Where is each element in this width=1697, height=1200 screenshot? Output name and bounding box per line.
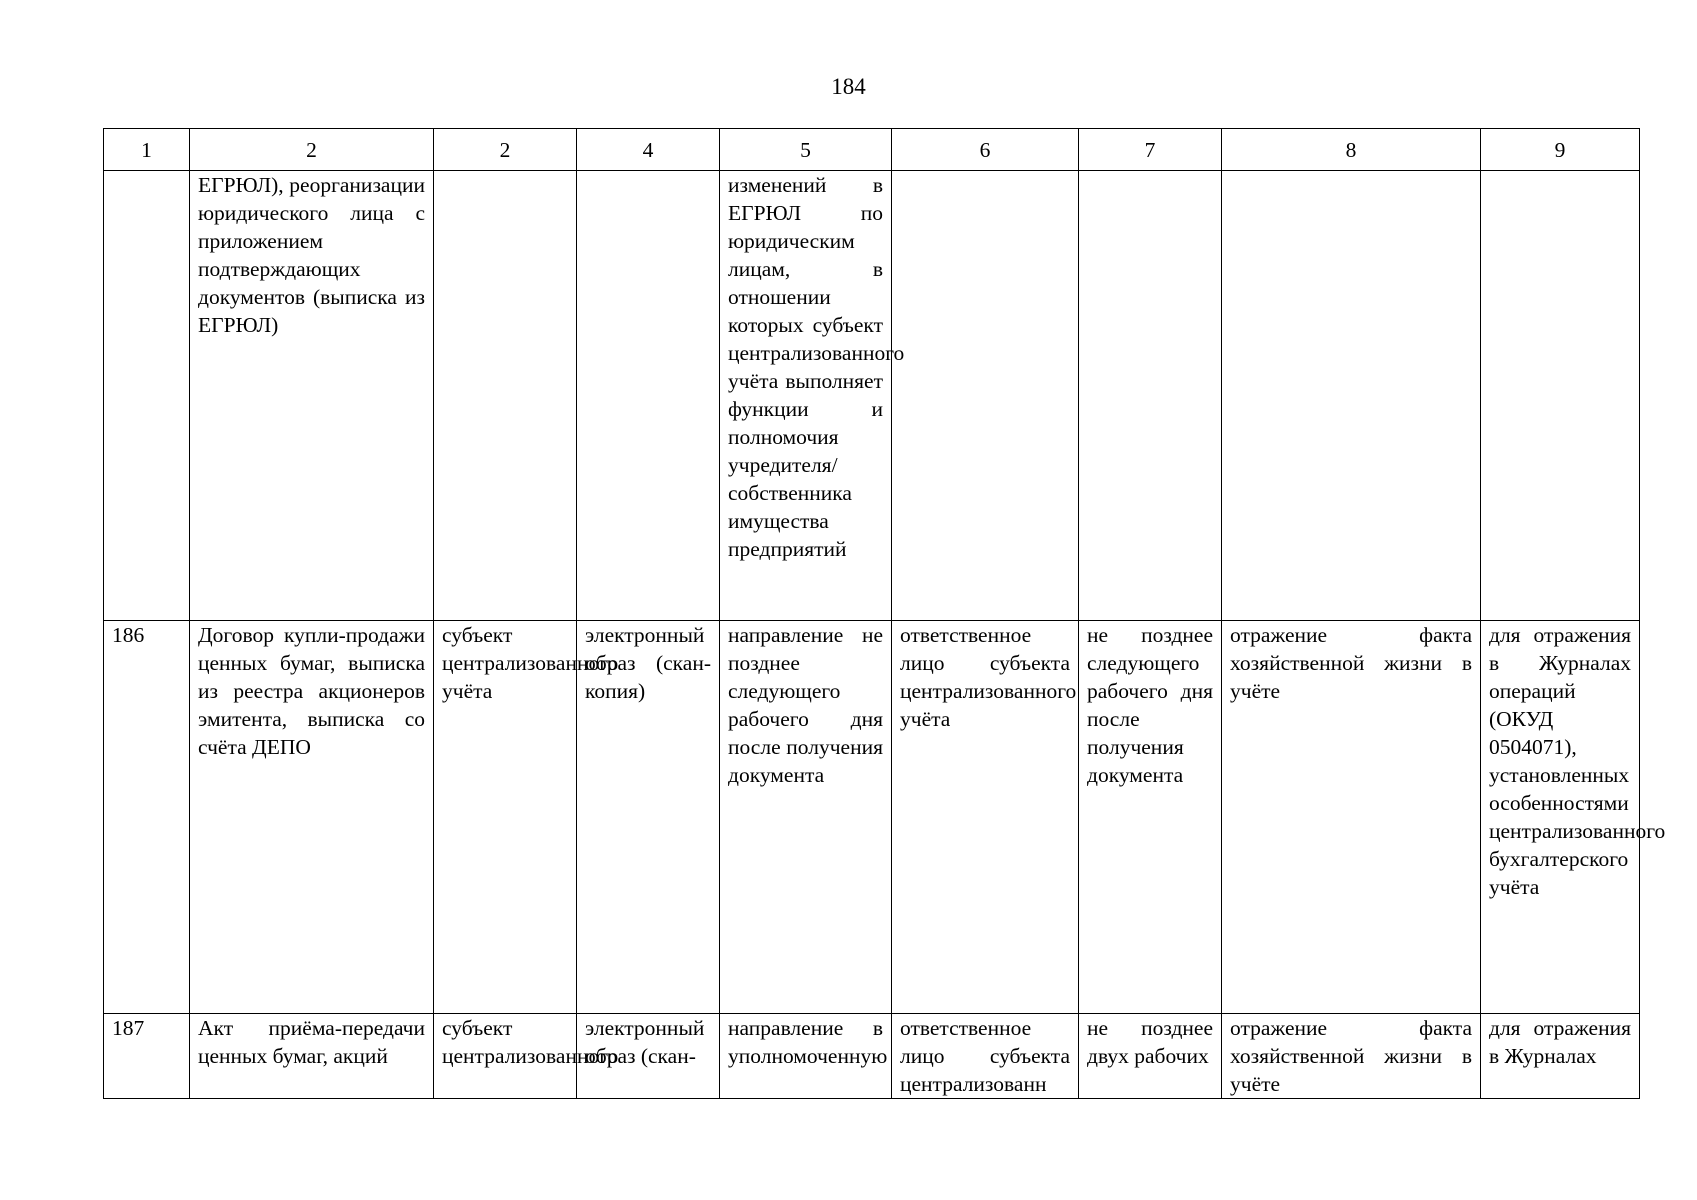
document-name-cell: ЕГРЮЛ), реорганизации юридического лица с приложением подтверждающих документов (выписка из ЕГРЮЛ) bbox=[190, 171, 434, 621]
column-header: 1 bbox=[104, 129, 190, 171]
document-name-cell: Договор купли-продажи ценных бумаг, выписка из реестра акционеров эмитента, выписка со счёта ДЕПО bbox=[190, 621, 434, 1014]
column-header: 5 bbox=[720, 129, 892, 171]
action-cell: отражение факта хозяйственной жизни в учёте bbox=[1222, 621, 1481, 1014]
table-row bbox=[104, 1014, 1640, 1099]
format-cell: электронный образ (скан-копия) bbox=[577, 621, 720, 1014]
responsible-cell: ответственное лицо субъекта централизованн bbox=[892, 1014, 1079, 1099]
purpose-cell bbox=[1481, 171, 1640, 621]
row-number bbox=[104, 171, 190, 621]
deadline-cell: не позднее следующего рабочего дня после получения документа bbox=[1079, 621, 1222, 1014]
purpose-cell: для отражения в Журналах bbox=[1481, 1014, 1640, 1099]
column-header: 7 bbox=[1079, 129, 1222, 171]
submission-cell: направление не позднее следующего рабочего дня после получения документа bbox=[720, 621, 892, 1014]
document-table bbox=[103, 128, 1666, 1099]
column-header: 9 bbox=[1481, 129, 1640, 171]
format-cell: электронный образ (скан- bbox=[577, 1014, 720, 1099]
responsible-cell bbox=[892, 171, 1079, 621]
submission-cell: изменений в ЕГРЮЛ по юридическим лицам, в отношении которых субъект централизованного учёта выполняет функции и полномочия учредителя/собственника имущества предприятий bbox=[720, 171, 892, 621]
source-cell: субъект централизованного bbox=[434, 1014, 577, 1099]
format-cell bbox=[577, 171, 720, 621]
column-header: 4 bbox=[577, 129, 720, 171]
deadline-cell: не позднее двух рабочих bbox=[1079, 1014, 1222, 1099]
column-header: 6 bbox=[892, 129, 1079, 171]
column-header: 8 bbox=[1222, 129, 1481, 171]
column-header: 2 bbox=[190, 129, 434, 171]
row-number: 187 bbox=[104, 1014, 190, 1099]
table-row bbox=[104, 621, 1640, 1014]
submission-cell: направление в уполномоченную bbox=[720, 1014, 892, 1099]
column-header: 2 bbox=[434, 129, 577, 171]
document-name-cell: Акт приёма-передачи ценных бумаг, акций bbox=[190, 1014, 434, 1099]
page-number: 184 bbox=[831, 74, 866, 99]
source-cell: субъект централизованного учёта bbox=[434, 621, 577, 1014]
responsible-cell: ответственное лицо субъекта централизованного учёта bbox=[892, 621, 1079, 1014]
deadline-cell bbox=[1079, 171, 1222, 621]
purpose-cell: для отражения в Журналах операций (ОКУД 0504071), установленных особенностями централизованного бухгалтерского учёта bbox=[1481, 621, 1640, 1014]
table-row bbox=[104, 171, 1640, 621]
action-cell: отражение факта хозяйственной жизни в учёте bbox=[1222, 1014, 1481, 1099]
row-number: 186 bbox=[104, 621, 190, 1014]
source-cell bbox=[434, 171, 577, 621]
table-header-row bbox=[104, 129, 1640, 171]
action-cell bbox=[1222, 171, 1481, 621]
